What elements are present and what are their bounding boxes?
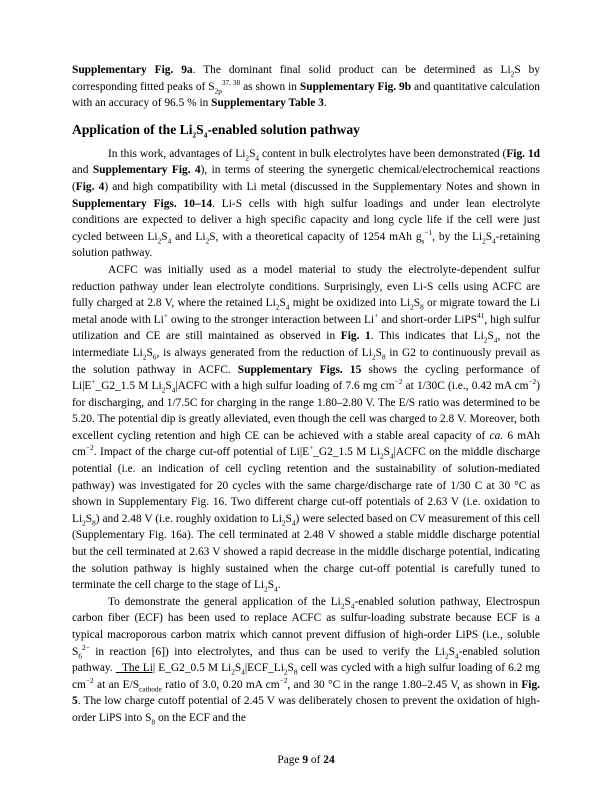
subscript: s <box>421 236 425 246</box>
text-run: Fig. 4 <box>75 180 105 193</box>
text-run: S, with a theoretical capacity of 1254 mAh g <box>209 230 422 243</box>
text-run: S <box>344 595 351 608</box>
text-run: ) and 2.48 V (i.e. roughly oxidation to Li <box>95 512 282 525</box>
subscript: 2 <box>161 385 166 395</box>
subscript: 8 <box>151 717 156 727</box>
text-run: . The dominant final solid product can be determined as Li <box>192 64 511 76</box>
superscript: + <box>309 443 314 453</box>
text-run: Fig. 1d <box>506 147 541 160</box>
subscript: 2 <box>142 352 147 362</box>
text-run: . Li-S cells with high sulfur loadings and under lean electrolyte conditions are expected to deliver a high specific capacity and long cycle life if the cell were just cycled between Li <box>72 197 541 243</box>
subscript: 4 <box>203 130 208 140</box>
text-run: Fig. 5 <box>72 678 540 708</box>
text-run: of <box>308 754 324 766</box>
text-run: S <box>485 230 493 243</box>
text-run: at 1/30C (i.e., 0.42 mA cm <box>402 380 529 393</box>
text-run: S <box>383 446 390 459</box>
text-run: Application of the Li <box>72 121 193 137</box>
heading-application-pathway <box>72 121 540 139</box>
text-run: in G2 to continuously prevail as the solution pathway in ACFC. <box>72 346 540 376</box>
text-run: at an E/S <box>93 678 140 691</box>
subscript: 4 <box>390 451 394 461</box>
subscript: 8 <box>92 518 96 528</box>
subscript: 4 <box>493 335 498 345</box>
superscript: + <box>163 310 168 320</box>
subscript: 2 <box>444 650 449 660</box>
subscript: 2p <box>214 85 222 95</box>
text-run: , by the Li <box>432 230 483 243</box>
superscript: 37, 38 <box>221 77 241 87</box>
subscript: 2 <box>231 667 235 677</box>
subscript: 8 <box>381 352 386 362</box>
text-run: S by corresponding fitted peaks of S <box>72 64 540 93</box>
text-run: -enabled solution pathway <box>207 121 360 137</box>
para-final-solid-product <box>72 62 540 112</box>
text-run: Supplementary Fig. 9b <box>299 80 412 93</box>
text-run: -retaining solution pathway. <box>72 230 541 260</box>
subscript: 2 <box>82 518 86 528</box>
text-run: . Impact of the charge cut-off potential of Li|E <box>93 446 310 459</box>
text-run: in reaction [6]) into electrolytes, and thus can be used to verify the Li <box>89 645 445 658</box>
text-run: _G2_1.5 M Li <box>95 380 162 393</box>
subscript: 6 <box>152 352 157 362</box>
subscript: 2 <box>275 302 280 312</box>
text-run: E_G2_0.5 M Li <box>155 662 232 675</box>
text-run: S <box>285 512 292 525</box>
text-run: , is always generated from the reduction of Li <box>156 346 372 359</box>
superscript: 2− <box>82 642 90 652</box>
page-footer <box>0 754 612 766</box>
text-run: |ACFC on the middle discharge potential (i.e. an indication of cell cycling retention and the sustainability of solution-mediated pathway) was investigated for 20 cycles with the same charge/discharge rate of 1/30 C at 30 °C as shown in Supplementary Fig. 16. Two different charge cut-off potentials of 2.63 V (i.e. oxidation to Li <box>72 446 541 525</box>
subscript: 6 <box>78 650 82 660</box>
subscript: 2 <box>340 601 345 611</box>
text-run: might be oxidized into Li <box>289 297 411 310</box>
text-run: and quantitative calculation with an accuracy of 96.5 % in <box>72 80 540 110</box>
subscript: 2 <box>410 302 414 312</box>
text-run: 9 <box>302 754 309 766</box>
text-run: ) were selected based on CV measurement of this cell (Supplementary Fig. 16a). The cell terminated at 2.48 V showed a stable middle discharge potential but the cell terminated at 2.63 V showed a rapid decrease in the middle discharge potential, indicating the solution pathway is highly sustained when the charge cut-off potential is carefully tuned to terminate the cell charge to the stage of Li <box>72 512 540 592</box>
text-run: In this work, advantages of Li <box>108 147 246 160</box>
text-run: S <box>267 579 275 592</box>
page-body <box>72 62 540 727</box>
subscript: 2 <box>281 518 286 528</box>
text-run: as shown in <box>240 80 300 93</box>
superscript: + <box>91 377 96 387</box>
subscript: 4 <box>171 385 176 395</box>
text-run: Fig. 1 <box>340 330 371 343</box>
subscript: 4 <box>291 518 296 528</box>
subscript: 2 <box>245 153 250 163</box>
subscript: 2 <box>192 130 197 140</box>
subscript: 2 <box>371 352 376 362</box>
text-run: -enabled solution pathway, Electrospun carbon fiber (ECF) has been used to replace ACFC as sulfur-loading substrate because ECF is a typical macroporous carbon matrix which cannot prevent diffusion of high-order LiPS (i.e., soluble S <box>72 595 540 658</box>
subscript: 4 <box>492 236 496 246</box>
subscript: 2 <box>205 236 210 246</box>
text-run: S <box>413 297 421 310</box>
subscript: 2 <box>380 451 384 461</box>
text-run: ) and high compatibility with Li metal (discussed in the Supplementary Notes and shown in <box>104 180 540 193</box>
superscript: + <box>374 310 379 320</box>
text-run: and short-order LiPS <box>378 313 478 326</box>
text-run: Supplementary Table 3 <box>211 97 324 110</box>
text-run: S <box>448 645 455 658</box>
text-run: shows the cycling performance of Li|E <box>72 363 540 393</box>
text-run: S <box>146 346 153 359</box>
text-run: ratio of 3.0, 0.20 mA cm <box>161 678 280 691</box>
text-run: |ACFC with a high sulfur loading of 7.6 mg cm <box>175 380 395 393</box>
text-run: S <box>161 230 168 243</box>
text-run: S <box>375 346 382 359</box>
superscript: −2 <box>279 675 288 685</box>
para-advantages <box>72 146 540 262</box>
subscript: cathode <box>139 684 162 694</box>
text-run: Supplementary Figs. 15 <box>237 363 362 376</box>
text-run: ACFC was initially used as a model material to study the electrolyte-dependent sulfur reduction pathway under lean electrolyte conditions. Surprisingly, even Li-S cells using ACFC are fully charged at 2.8 V, where the retained Li <box>72 263 540 310</box>
superscript: −2 <box>85 675 94 685</box>
text-run: content in bulk electrolytes have been demonstrated ( <box>259 147 507 160</box>
superscript: 41 <box>477 310 485 320</box>
text-run: 24 <box>323 754 335 766</box>
para-acfc-study <box>72 262 540 594</box>
subscript: 8 <box>420 302 424 312</box>
text-run: ), in terms of steering the synergetic chemical/electrochemical reactions ( <box>72 164 540 193</box>
text-run: , not the intermediate Li <box>72 330 540 359</box>
text-run: S <box>249 147 256 160</box>
subscript: 4 <box>255 153 260 163</box>
subscript: 2 <box>264 584 268 594</box>
subscript: 2 <box>482 236 486 246</box>
subscript: 2 <box>157 236 162 246</box>
text-run: Page <box>277 754 303 766</box>
text-run: , high sulfur utilization and CE are still maintained as observed in <box>72 313 541 343</box>
text-run: and <box>72 164 93 177</box>
text-run: _G2_1.5 M Li <box>313 446 380 459</box>
subscript: 2 <box>510 69 515 79</box>
text-run: S <box>196 121 204 137</box>
subscript: 4 <box>241 667 245 677</box>
superscript: −2 <box>394 377 403 387</box>
text-run: . <box>323 97 327 110</box>
text-run: Supplementary Fig. 4 <box>92 164 201 177</box>
subscript: 8 <box>293 667 298 677</box>
text-run: ca. <box>489 429 504 442</box>
text-run: ) for discharging, and 1/7.5C for charging in the range 1.80–2.80 V. The E/S ratio was determined to be 5.20. The potential dip is greatly alleviated, even though the cell was charged to 2.8 V. Moreover, both excellent cycling retention and high CE can be achieved with a stable areal capacity of <box>72 380 540 442</box>
text-run: -enabled solution pathway. <box>72 645 540 675</box>
text-run: , and 30 °C in the range 1.80–2.45 V, as shown in <box>287 678 522 691</box>
text-run: Supplementary Figs. 10–14 <box>72 197 213 210</box>
para-ecf-application <box>72 594 540 727</box>
text-run: To demonstrate the general application of the Li <box>108 595 341 608</box>
text-run: |ECF_Li <box>244 662 284 675</box>
text-run: The Li| <box>115 662 156 675</box>
text-run: 6 mAh cm <box>72 429 540 459</box>
text-run: S <box>287 662 294 675</box>
text-run: on the ECF and the <box>155 711 246 724</box>
subscript: 4 <box>274 584 278 594</box>
subscript: 4 <box>350 601 355 611</box>
text-run: cell was cycled with a high sulfur loading of 6.2 mg cm <box>72 662 540 691</box>
text-run: or migrate toward the Li metal anode with Li <box>72 297 540 326</box>
superscript: −2 <box>528 377 537 387</box>
subscript: 2 <box>283 667 288 677</box>
text-run: . <box>277 579 281 592</box>
text-run: and Li <box>171 230 206 243</box>
text-run: S <box>279 297 286 310</box>
text-run: S <box>234 662 242 675</box>
text-run: owing to the stronger interaction between Li <box>167 313 375 326</box>
superscript: −2 <box>85 443 94 453</box>
subscript: 2 <box>483 335 488 345</box>
subscript: 4 <box>285 302 290 312</box>
text-run: . This indicates that Li <box>370 330 484 343</box>
superscript: −1 <box>424 227 433 237</box>
subscript: 4 <box>454 650 459 660</box>
subscript: 4 <box>167 236 172 246</box>
text-run: . The low charge cutoff potential of 2.45 V was deliberately chosen to prevent the oxidation of high-order LiPS into S <box>72 695 540 724</box>
text-run: S <box>85 512 93 525</box>
text-run: S <box>165 380 172 393</box>
text-run: S <box>487 330 494 343</box>
text-run: Supplementary Fig. 9a <box>72 64 193 76</box>
